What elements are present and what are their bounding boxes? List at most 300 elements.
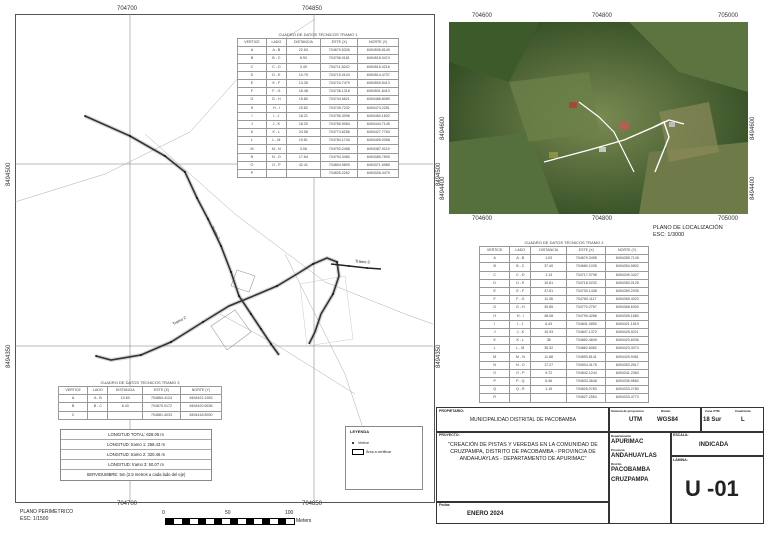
loc-x-tick-704800-bottom: 704800: [592, 216, 613, 222]
main-y-tick-8494350-right: 8494350: [436, 344, 442, 368]
zone-label: Zona UTM: [705, 409, 720, 413]
table-cell: 8494514.4737: [358, 71, 399, 79]
table-cell: 8494501.8410: [358, 88, 399, 96]
date-value: ENERO 2024: [467, 511, 504, 517]
table-cell: Q - R: [510, 386, 531, 394]
projection-cell: [608, 407, 702, 433]
table-cell: 6.43: [108, 403, 143, 411]
road-edge: [285, 254, 365, 434]
table-header-cell: VERTICE: [480, 247, 510, 255]
table-row: [238, 120, 399, 128]
table-cell: 3.49: [286, 63, 320, 71]
table-cell: 10.63: [108, 395, 143, 403]
table-cell: 704715.0104: [321, 71, 358, 79]
table-cell: C: [480, 271, 510, 279]
table-cell: 704833.3648: [567, 378, 606, 386]
table-cell: 8494368.6300: [606, 304, 649, 312]
table-header-cell: VERTICE: [238, 39, 267, 47]
table-cell: 8494518.0474: [358, 55, 399, 63]
table-cell: [88, 411, 108, 419]
table-cell: D - E: [266, 71, 286, 79]
table-cell: 48.08: [531, 312, 567, 320]
table-cell: 30.32: [531, 345, 567, 353]
sheet-value: U -01: [685, 476, 739, 501]
table-header-cell: DISTANCIA: [108, 387, 143, 395]
datum-label: Datum: [661, 409, 671, 413]
table-row: [238, 170, 399, 178]
table-cell: 704841.0850: [567, 320, 606, 328]
table-cell: 24.58: [286, 129, 320, 137]
table-cell: G: [480, 304, 510, 312]
quad-label: Cuadrícula: [735, 409, 751, 413]
table-cell: G - H: [266, 96, 286, 104]
area-symbol-icon: [352, 449, 364, 455]
scale-bar: [165, 518, 295, 525]
table-cell: P: [480, 378, 510, 386]
table-cell: N - O: [266, 153, 286, 161]
table-cell: 8494460.1602: [358, 112, 399, 120]
table-cell: 704881.4033: [143, 411, 181, 419]
table-row: [480, 394, 649, 402]
table-cell: D: [238, 71, 267, 79]
table-cell: 8494326.4479: [358, 170, 399, 178]
table-header-cell: LADO: [510, 247, 531, 255]
loc-y-tick-8494400-right: 8494400: [750, 176, 756, 200]
table-cell: 6.93: [286, 55, 320, 63]
table-cell: 704794.3480: [321, 153, 358, 161]
scale-cell: [670, 431, 764, 457]
table-cell: 8494536.8149: [358, 47, 399, 55]
table-cell: 9.72: [531, 369, 567, 377]
table-cell: 8494420.6536: [180, 403, 221, 411]
table-cell: 8494371.6985: [358, 161, 399, 169]
table-cell: B: [238, 55, 267, 63]
table-cell: 704718.0233: [567, 279, 606, 287]
table-cell: 704864.4124: [143, 395, 181, 403]
zone-cell: [700, 407, 764, 433]
table-cell: 8494365.4023: [606, 296, 649, 304]
table-cell: 704736.1318: [321, 88, 358, 96]
table-cell: J - K: [510, 328, 531, 336]
table-cell: 704770.2767: [567, 304, 606, 312]
table-cell: 17.27: [531, 361, 567, 369]
table-cell: Q: [480, 386, 510, 394]
table-cell: 704679.5326: [321, 47, 358, 55]
tramo-2-label: Tramo 2: [171, 314, 187, 327]
table-cell: B: [59, 403, 88, 411]
lot-outline: [300, 276, 353, 346]
table-row: [480, 263, 649, 271]
scale-label: ESCALA:: [673, 433, 689, 437]
location-cell: [608, 431, 672, 524]
table-cell: 704893.8141: [567, 353, 606, 361]
table-cell: F - G: [510, 296, 531, 304]
table-cell: 8494420.6036: [606, 337, 649, 345]
table-cell: 704793.2458: [321, 145, 358, 153]
table-cell: N: [480, 361, 510, 369]
table-cell: 11.88: [531, 353, 567, 361]
vertex-symbol-icon: [352, 442, 354, 444]
table-header-cell: ESTE (X): [567, 247, 606, 255]
dept-value: APURIMAC: [611, 439, 644, 445]
table-cell: 8494515.4216: [358, 63, 399, 71]
table-cell: J - K: [266, 120, 286, 128]
table-cell: F - G: [266, 88, 286, 96]
quad-value: L: [741, 417, 745, 423]
zone-value: 18 Sur: [703, 417, 722, 423]
length-tramo-1: LONGITUD: tramo 1: 258.43 m: [61, 440, 211, 450]
legend-item-area: [352, 449, 391, 455]
project-label: PROYECTO:: [439, 433, 460, 437]
table-cell: L - M: [510, 345, 531, 353]
table-row: [480, 287, 649, 295]
table-cell: 8494425.5211: [606, 328, 649, 336]
table-row: [238, 63, 399, 71]
table-cell: 704784.1744: [321, 137, 358, 145]
table-row: [238, 137, 399, 145]
table-cell: 8494349.3427: [606, 271, 649, 279]
table-cell: 22.63: [286, 47, 320, 55]
legend-item-vertex-label: Vertice: [358, 441, 369, 445]
table-header-cell: ESTE (X): [143, 387, 181, 395]
table-header-row: [238, 39, 399, 47]
table-cell: M: [480, 353, 510, 361]
table-cell: J: [238, 120, 267, 128]
loc-y-tick-8494400-left: 8494400: [440, 176, 446, 200]
table-cell: 17.64: [286, 153, 320, 161]
loc-y-tick-8494600-right: 8494600: [750, 116, 756, 140]
table-cell: 8494474.2261: [358, 104, 399, 112]
table-cell: 704756.3096: [321, 112, 358, 120]
table-row: [238, 104, 399, 112]
table-cell: F: [238, 88, 267, 96]
table-cell: 13.35: [286, 79, 320, 87]
table-cell: 8494341.2363: [606, 369, 649, 377]
table-cell: E - F: [510, 287, 531, 295]
table-row: [238, 161, 399, 169]
table-cell: 704842.1244: [567, 369, 606, 377]
table-cell: 30.85: [531, 304, 567, 312]
table-cell: 8494395.1680: [606, 312, 649, 320]
table-cell: 6.46: [531, 378, 567, 386]
owner-name: MUNICIPALIDAD DISTRITAL DE PACOBAMBA: [469, 417, 577, 423]
main-x-tick-704700-bottom: 704700: [117, 501, 138, 507]
datum-value: WGS84: [657, 417, 679, 423]
table-cell: 704826.0783: [567, 386, 606, 394]
table-cell: 8494333.2780: [606, 386, 649, 394]
table-cell: L: [480, 345, 510, 353]
main-x-tick-704850-bottom: 704850: [302, 501, 323, 507]
table-row: [480, 361, 649, 369]
location-map-scale: ESC: 1/3000: [653, 232, 685, 238]
table-row: [480, 279, 649, 287]
table-cell: A: [238, 47, 267, 55]
table-row: [59, 395, 222, 403]
table-row: [480, 369, 649, 377]
table-cell: 8494336.9660: [606, 378, 649, 386]
table-header-cell: LADO: [266, 39, 286, 47]
table-cell: N: [238, 153, 267, 161]
table-cell: 704852.4849: [567, 337, 606, 345]
table-cell: 37.81: [531, 287, 567, 295]
table-cell: I - J: [510, 320, 531, 328]
tramo-3-label: Tramo 3: [354, 258, 370, 265]
projection-value: UTM: [629, 417, 642, 423]
table-cell: [266, 170, 286, 178]
table-row: [59, 403, 222, 411]
table-cell: A: [480, 255, 510, 263]
table-cell: 704724.7479: [321, 79, 358, 87]
table-cell: L - M: [266, 137, 286, 145]
sheet-cell: [670, 455, 764, 524]
loc-x-tick-705000-bottom: 705000: [718, 216, 739, 222]
scale-bar-tick-0: 0: [162, 510, 165, 516]
prov-label: Provincia: [611, 448, 625, 452]
loc-x-tick-705000-top: 705000: [718, 13, 739, 19]
table-cell: M - N: [510, 353, 531, 361]
table-cell: 704706.0181: [321, 55, 358, 63]
table-tramo-3-title: CUADRO DE DATOS TÉCNICOS TRAMO 3: [100, 380, 180, 385]
table-row: [238, 88, 399, 96]
table-tramo-1: [237, 32, 399, 178]
table-cell: 8494421.1519: [606, 320, 649, 328]
table-cell: 6.43: [531, 320, 567, 328]
table-header-cell: DISTANCIA: [286, 39, 320, 47]
table-row: [238, 79, 399, 87]
table-row: [480, 337, 649, 345]
table-row: [238, 145, 399, 153]
table-cell: 1.13: [531, 271, 567, 279]
legend: [345, 426, 423, 490]
table-cell: 42.41: [286, 161, 320, 169]
table-cell: 704804.9809: [321, 161, 358, 169]
table-cell: 8494418.8930: [180, 411, 221, 419]
table-cell: 704730.1438: [567, 287, 606, 295]
date-cell: [436, 501, 610, 524]
loc-y-tick-8494600-left: 8494600: [440, 116, 446, 140]
table-cell: R: [480, 394, 510, 402]
table-cell: P: [238, 170, 267, 178]
table-cell: D - E: [510, 279, 531, 287]
length-total: LONGITUD TOTAL: 628.05 m: [61, 430, 211, 440]
table-cell: B - C: [88, 403, 108, 411]
table-row: [480, 320, 649, 328]
table-cell: 704835.2262: [321, 170, 358, 178]
table-cell: 8494353.2617: [606, 361, 649, 369]
projection-label: Sistema de proyección: [611, 409, 644, 413]
table-row: [238, 112, 399, 120]
dept-label: Departamento: [611, 434, 632, 438]
table-header-cell: ESTE (X): [321, 39, 358, 47]
table-cell: 15.80: [286, 96, 320, 104]
length-servidumbre: SERVIDUMBRE: 5m (2.5 metros a cada lado del eje): [86, 472, 186, 477]
table-cell: 16.48: [286, 88, 320, 96]
plan-scale: ESC: 1/1500: [20, 516, 49, 522]
table-cell: 1.15: [531, 386, 567, 394]
table-row: [480, 304, 649, 312]
table-cell: H: [238, 104, 267, 112]
main-y-tick-8494350-left: 8494350: [6, 344, 12, 368]
table-cell: G: [238, 96, 267, 104]
table-cell: D: [480, 279, 510, 287]
table-cell: 38: [531, 337, 567, 345]
loc-x-tick-704600-top: 704600: [472, 13, 493, 19]
owner-label: PROPIETARIO:: [439, 409, 465, 413]
loc-x-tick-704800-top: 704800: [592, 13, 613, 19]
table-header-cell: DISTANCIA: [531, 247, 567, 255]
table-cell: 704744.6621: [321, 96, 358, 104]
length-tramo-3: LONGITUD: tramo 3: 50.07 m: [61, 460, 211, 470]
table-cell: [510, 394, 531, 402]
table-cell: C: [59, 411, 88, 419]
project-name: "CREACIÓN DE PISTAS Y VEREDAS EN LA COMUNIDAD DE CRUZPAMPA, DISTRITO DE PACOBAMBA - PROVINCIA DE ANDAHUAYLAS - DEPARTAMENTO DE APURIMAC": [448, 442, 598, 462]
table-cell: 704847.1372: [567, 328, 606, 336]
table-cell: 704904.4175: [567, 361, 606, 369]
table-header-cell: NORTE (Y): [606, 247, 649, 255]
table-cell: B - C: [266, 55, 286, 63]
legend-title: LEYENDA: [350, 429, 370, 434]
table-cell: 8494387.0119: [358, 145, 399, 153]
table-cell: H: [480, 312, 510, 320]
length-tramo-2: LONGITUD: tramo 2: 320.46 m: [61, 450, 211, 460]
table-cell: A - B: [510, 255, 531, 263]
table-cell: O: [480, 369, 510, 377]
table-row: [480, 312, 649, 320]
table-cell: G - H: [510, 304, 531, 312]
tramo-2-buffer: [96, 258, 339, 360]
table-cell: 10.81: [531, 279, 567, 287]
table-header-row: [480, 247, 649, 255]
table-cell: 8494405.0058: [358, 137, 399, 145]
table-row: [480, 296, 649, 304]
table-row: [480, 378, 649, 386]
table-cell: 704749.7232: [321, 104, 358, 112]
table-cell: F: [480, 296, 510, 304]
table-tramo-2-title: CUADRO DE DATOS TÉCNICOS TRAMO 2: [524, 240, 604, 245]
legend-item-vertex: [352, 441, 369, 445]
dist-label: Distrito: [611, 462, 622, 466]
table-cell: H - I: [510, 312, 531, 320]
main-x-tick-704700-top: 704700: [117, 6, 138, 12]
prov-value: ANDAHUAYLAS: [611, 453, 657, 459]
loc-x-tick-704600-bottom: 704600: [472, 216, 493, 222]
table-cell: 1.03: [531, 255, 567, 263]
table-cell: L: [238, 137, 267, 145]
table-cell: K - L: [510, 337, 531, 345]
table-cell: J: [480, 328, 510, 336]
date-label: Fecha:: [439, 503, 451, 507]
table-cell: 37.40: [531, 263, 567, 271]
table-tramo-1-title: CUADRO DE DATOS TÉCNICOS TRAMO 1: [278, 32, 358, 37]
table-cell: 704862.6082: [567, 345, 606, 353]
table-cell: M - N: [266, 145, 286, 153]
table-row: [238, 55, 399, 63]
table-cell: E: [480, 287, 510, 295]
table-tramo-3: [58, 380, 222, 420]
table-cell: 704875.0172: [143, 403, 181, 411]
table-row: [480, 345, 649, 353]
table-cell: 704680.1035: [567, 263, 606, 271]
dist-value: PACOBAMBA: [611, 467, 651, 473]
table-cell: A: [59, 395, 88, 403]
scale-bar-unit: Meters: [296, 518, 312, 524]
table-row: [480, 328, 649, 336]
table-cell: A - B: [88, 395, 108, 403]
table-cell: 8494425.9461: [606, 353, 649, 361]
table-cell: C: [238, 63, 267, 71]
table-header-cell: VERTICE: [59, 387, 88, 395]
scale-bar-tick-50: 50: [225, 510, 231, 516]
table-cell: I: [480, 320, 510, 328]
table-cell: 19.81: [286, 137, 320, 145]
table-cell: C - D: [510, 271, 531, 279]
plan-title: PLANO PERIMETRICO: [20, 509, 74, 515]
table-cell: 8494488.8089: [358, 96, 399, 104]
table-cell: [108, 411, 143, 419]
table-cell: 8494333.4773: [606, 394, 649, 402]
table-cell: M: [238, 145, 267, 153]
tramo-2-axis: [96, 258, 339, 360]
table-cell: B: [480, 263, 510, 271]
main-x-tick-704850-top: 704850: [302, 6, 323, 12]
main-y-tick-8494500-right: 8494500: [436, 162, 442, 186]
lot-outline: [211, 310, 251, 350]
community-value: CRUZPAMPA: [611, 477, 649, 483]
project-cell: [436, 431, 610, 503]
satellite-imagery: [449, 22, 748, 214]
main-y-tick-8494500-left: 8494500: [6, 162, 12, 186]
table-cell: 8494422.1553: [180, 395, 221, 403]
table-cell: 10.75: [286, 71, 320, 79]
table-cell: K: [238, 129, 267, 137]
scale-bar-tick-100: 100: [285, 510, 294, 516]
table-cell: K: [480, 337, 510, 345]
table-header-cell: LADO: [88, 387, 108, 395]
table-row: [59, 411, 222, 419]
table-cell: O - P: [266, 161, 286, 169]
table-cell: 8494354.9802: [606, 263, 649, 271]
table-cell: 10.93: [531, 328, 567, 336]
table-row: [480, 386, 649, 394]
table-cell: I - J: [266, 112, 286, 120]
owner-cell: [436, 407, 610, 433]
table-cell: 704765.9084: [321, 120, 358, 128]
table-row: [480, 255, 649, 263]
table-row: [480, 271, 649, 279]
table-cell: [531, 394, 567, 402]
table-cell: 8494444.7145: [358, 120, 399, 128]
table-cell: 8494350.0125: [606, 279, 649, 287]
table-cell: N - O: [510, 361, 531, 369]
table-cell: I: [238, 112, 267, 120]
table-cell: 15.62: [286, 104, 320, 112]
table-header-row: [59, 387, 222, 395]
table-row: [238, 129, 399, 137]
sheet-label: LÁMINA:: [673, 458, 688, 462]
table-cell: B - C: [510, 263, 531, 271]
table-cell: C - D: [266, 63, 286, 71]
table-cell: K - L: [266, 129, 286, 137]
table-header-cell: NORTE (Y): [180, 387, 221, 395]
table-cell: 8494385.7509: [358, 153, 399, 161]
scale-value: INDICADA: [699, 442, 729, 448]
table-cell: E: [238, 79, 267, 87]
table-cell: 3.08: [286, 145, 320, 153]
length-summary: [60, 429, 212, 481]
table-cell: 704760.1117: [567, 296, 606, 304]
table-cell: O - P: [510, 369, 531, 377]
table-cell: 11.36: [531, 296, 567, 304]
